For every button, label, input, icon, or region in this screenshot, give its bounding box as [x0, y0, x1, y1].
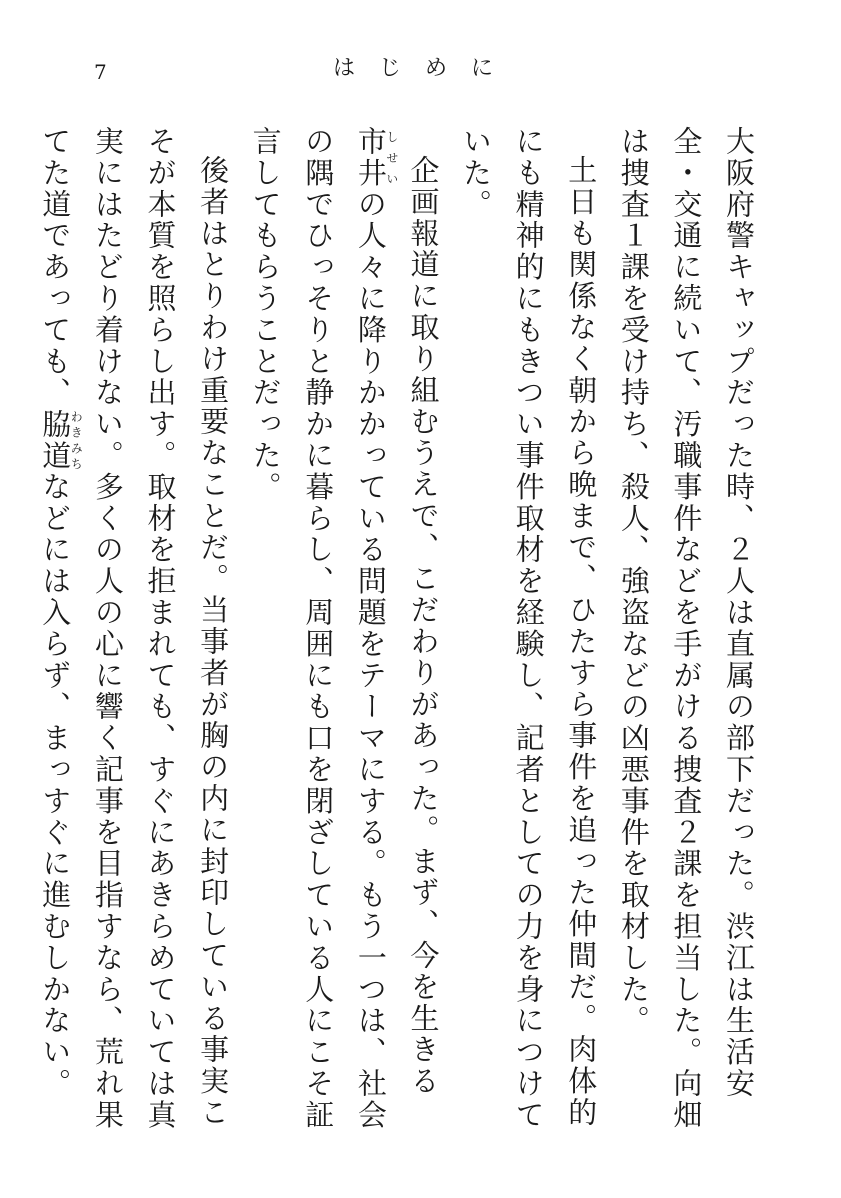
ruby-wakimichi [38, 408, 84, 472]
paragraph-1 [607, 126, 765, 1146]
running-head: はじめに [332, 56, 517, 81]
ruby-wakimichi-reading: わきみち [69, 408, 84, 472]
body-text [0, 126, 765, 1146]
paragraph-4 [29, 126, 239, 1146]
ruby-shisei-reading: しせい [384, 126, 399, 189]
ruby-shisei [353, 126, 399, 189]
paragraph-2-text: 土日も関係なく朝から晩まで、ひたすら事件を追った仲間だ。肉体的にも精神的にもきつい事件取材を経験し、記者としての力を身につけていた。 [459, 126, 599, 1131]
paragraph-4-text-a: 後者はとりわけ重要なことだ。当事者が胸の内に封印している事実こそが本質を照らし出す。取材を拒まれても、すぐにあきらめていては真実にはたどり着けない。多くの人の心に響く記事を目指すなら、荒れ果てた道であっても、 [38, 126, 231, 1131]
paragraph-4-text-b: などには入らず、まっすぐに進むしかない。 [38, 471, 73, 1100]
paragraph-3-text-b: の人々に降りかかっている問題をテーマにする。もう一つは、社会の隅でひっそりと静かに暮らし、周囲にも口を閉ざしている人にこそ証言してもらうことだった。 [248, 126, 388, 1131]
paragraph-3 [239, 126, 449, 1146]
paragraph-3-text-a: 企画報道に取り組むうえで、こだわりがあった。まず、今を生きる [406, 155, 441, 1097]
paragraph-2 [449, 126, 607, 1146]
page-number: 7 [94, 60, 107, 84]
ruby-shisei-base: 市井 [353, 126, 388, 189]
paragraph-1-text: 大阪府警キャップだった時、２人は直属の部下だった。渋江は生活安全・交通に続いて、汚職事件などを手がける捜査２課を担当した。向畑は捜査１課を受け持ち、殺人、強盗などの凶悪事件を取材した。 [616, 126, 756, 1131]
ruby-wakimichi-base: 脇道 [38, 408, 73, 472]
